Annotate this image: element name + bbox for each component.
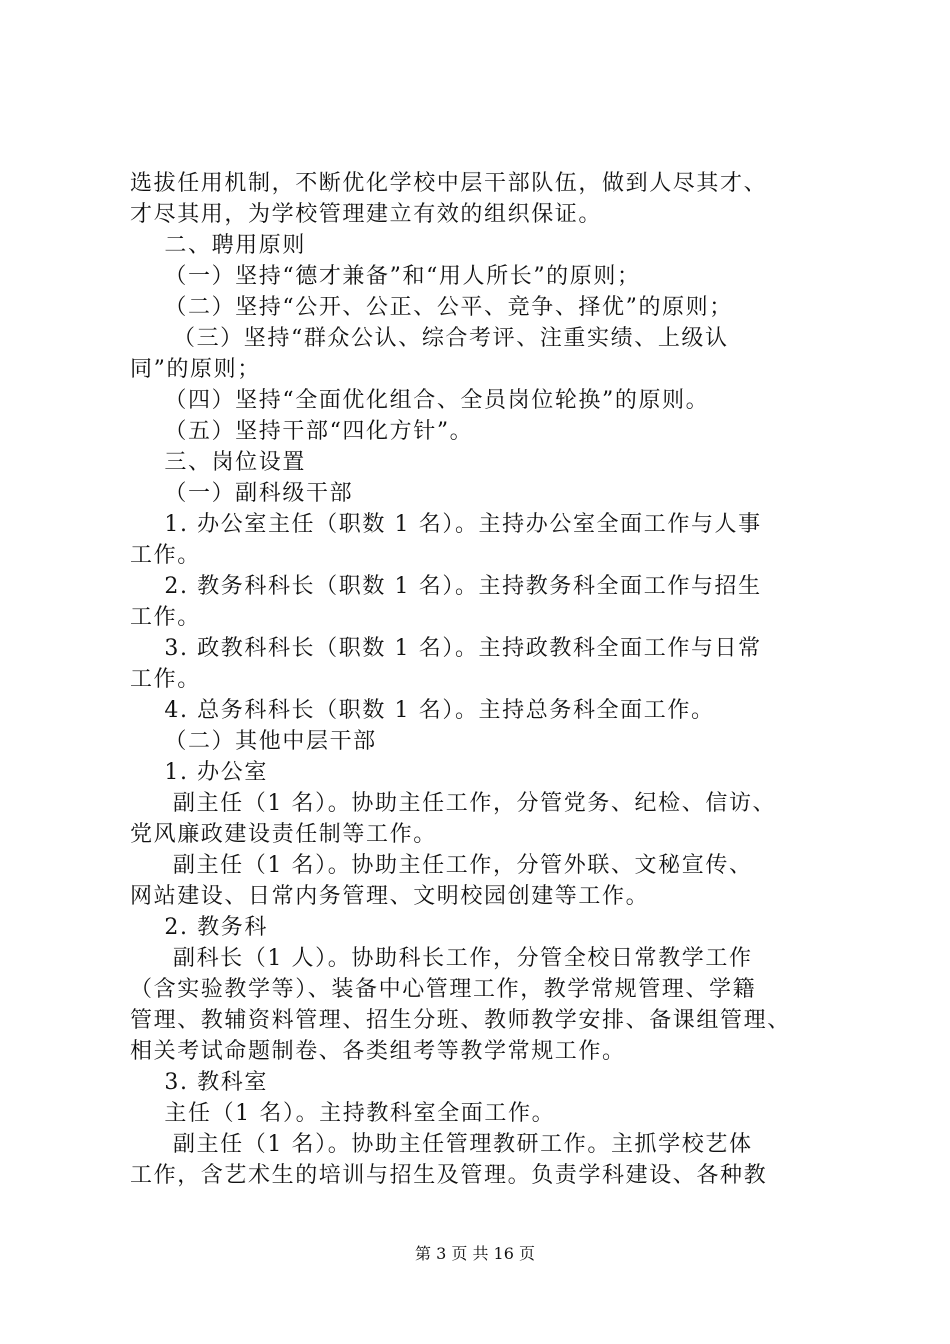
text-line: （四）坚持“全面优化组合、全员岗位轮换”的原则。 bbox=[130, 388, 710, 413]
text-line: 同”的原则； bbox=[130, 357, 261, 382]
text-line: 选拔任用机制，不断优化学校中层干部队伍，做到人尽其才、 bbox=[130, 171, 768, 196]
page-footer: 第 3 页 共 16 页 bbox=[415, 1244, 535, 1263]
text-line: （二）其他中层干部 bbox=[130, 729, 377, 754]
text-line: （三）坚持“群众公认、综合考评、注重实绩、上级认 bbox=[130, 326, 729, 351]
text-line: （二）坚持“公开、公正、公平、竞争、择优”的原则； bbox=[130, 295, 733, 320]
text-line: 工作，含艺术生的培训与招生及管理。负责学科建设、各种教 bbox=[130, 1163, 768, 1188]
text-line: 管理、教辅资料管理、招生分班、教师教学安排、备课组管理、 bbox=[130, 1008, 791, 1033]
text-line: 工作。 bbox=[130, 667, 201, 692]
text-line: 1. 办公室主任（职数 1 名）。主持办公室全面工作与人事 bbox=[130, 512, 762, 537]
text-line: 2. 教务科科长（职数 1 名）。主持教务科全面工作与招生 bbox=[130, 574, 762, 599]
text-line: 1. 办公室 bbox=[130, 760, 268, 785]
text-line: 党风廉政建设责任制等工作。 bbox=[130, 822, 437, 847]
text-line: 3. 教科室 bbox=[130, 1070, 268, 1095]
text-line: 网站建设、日常内务管理、文明校园创建等工作。 bbox=[130, 884, 650, 909]
text-line: 副科长（1 人）。协助科长工作，分管全校日常教学工作 bbox=[130, 946, 753, 971]
text-line: 3. 政教科科长（职数 1 名）。主持政教科全面工作与日常 bbox=[130, 636, 762, 661]
text-line: （一）副科级干部 bbox=[130, 481, 354, 506]
text-line: 2. 教务科 bbox=[130, 915, 268, 940]
text-line: 二、聘用原则 bbox=[130, 233, 306, 258]
text-line: 工作。 bbox=[130, 543, 201, 568]
text-line: （一）坚持“德才兼备”和“用人所长”的原则； bbox=[130, 264, 641, 289]
text-line: 副主任（1 名）。协助主任工作，分管党务、纪检、信访、 bbox=[130, 791, 777, 816]
text-line: 相关考试命题制卷、各类组考等教学常规工作。 bbox=[130, 1039, 626, 1064]
text-line: 副主任（1 名）。协助主任管理教研工作。主抓学校艺体 bbox=[130, 1132, 753, 1157]
text-line: （五）坚持干部“四化方针”。 bbox=[130, 419, 474, 444]
text-line: （含实验教学等）、装备中心管理工作，教学常规管理、学籍 bbox=[130, 977, 757, 1002]
document-body bbox=[130, 168, 830, 1191]
text-line: 才尽其用，为学校管理建立有效的组织保证。 bbox=[130, 202, 603, 227]
text-line: 副主任（1 名）。协助主任工作，分管外联、文秘宣传、 bbox=[130, 853, 753, 878]
text-line: 工作。 bbox=[130, 605, 201, 630]
text-line: 主任（1 名）。主持教科室全面工作。 bbox=[130, 1101, 556, 1126]
text-line: 三、岗位设置 bbox=[130, 450, 306, 475]
text-line: 4. 总务科科长（职数 1 名）。主持总务科全面工作。 bbox=[130, 698, 715, 723]
